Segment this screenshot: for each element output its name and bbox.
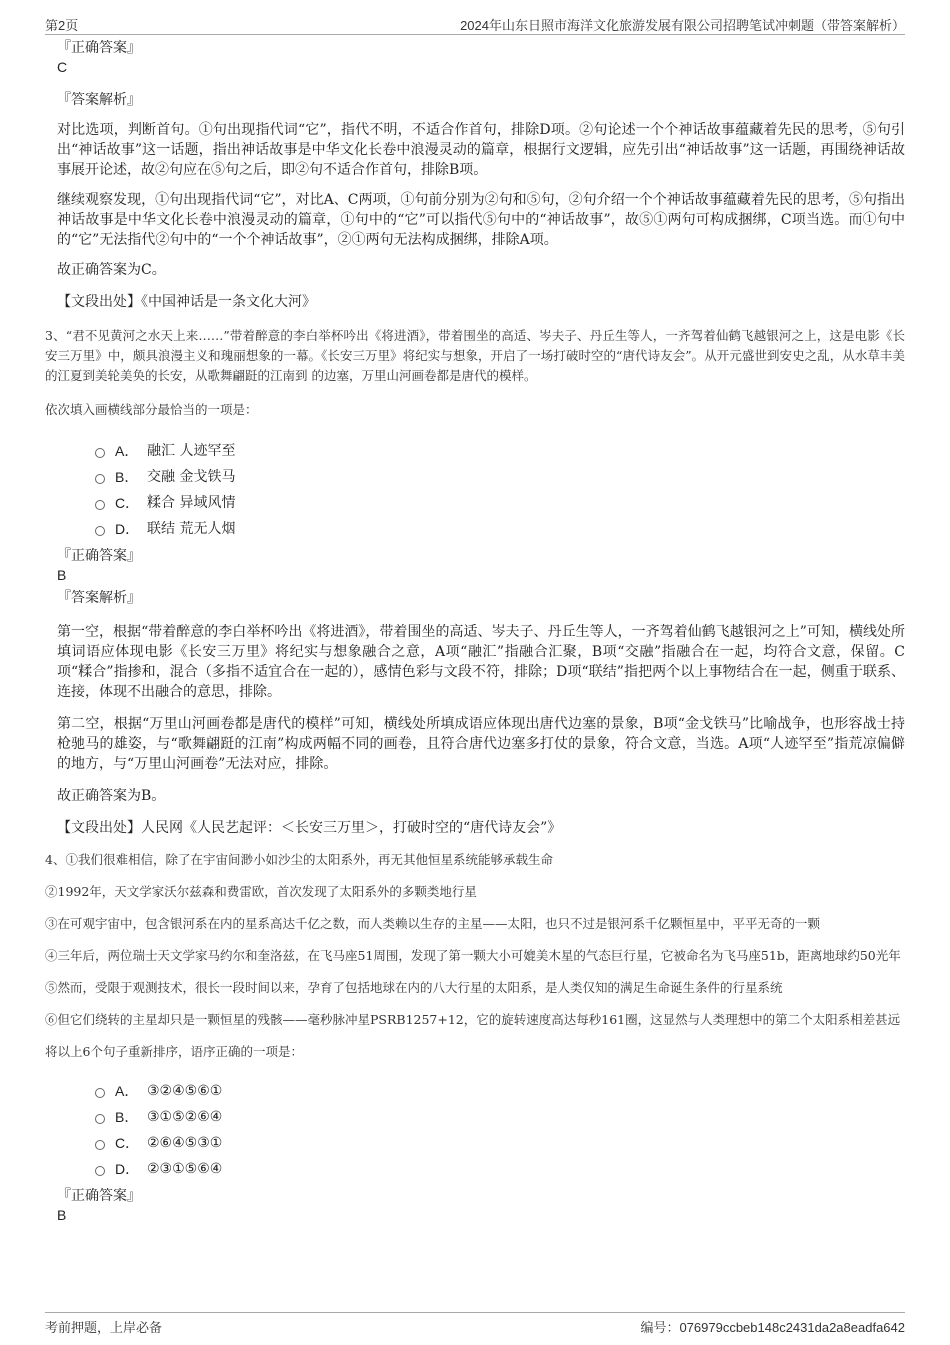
document-body (45, 38, 905, 1224)
q4-answer: B (57, 1207, 67, 1223)
q3-analysis-p2: 第二空，根据“万里山河画卷都是唐代的模样”可知，横线处所填成语应体现出唐代边塞的景象，B项“金戈铁马”比喻战争，也形容战士持枪驰马的雄姿，与“歌舞翩跹的江南”构成两幅不同的画卷，且符合唐代边塞多打仗的景象，符合文意，当选。A项“人迹罕至”指荒凉偏僻的地方，与“万里山河画卷”无法对应，排除。 (57, 716, 905, 772)
q4-sentence-2: ②1992年，天文学家沃尔兹森和费雷欧，首次发现了太阳系外的多颗类地行星 (45, 884, 477, 899)
q4-prompt: 将以上6个句子重新排序，语序正确的一项是： (45, 1044, 303, 1059)
q3-answer-label: 『正确答案』 (57, 548, 141, 564)
q3-source: 【文段出处】人民网《人民艺起评：＜长安三万里＞，打破时空的“唐代诗友会”》 (57, 820, 562, 836)
q3-analysis-p3: 故正确答案为B。 (57, 788, 166, 804)
q2-analysis-label: 『答案解析』 (57, 92, 141, 108)
q4-options (95, 1078, 905, 1182)
q3-options (95, 438, 905, 542)
q3-prompt: 依次填入画横线部分最恰当的一项是： (45, 402, 258, 417)
q2-analysis-p2: 继续观察发现，①句出现指代词“它”，对比A、C两项，①句前分别为②句和⑤句，②句介绍一个个神话故事蕴藏着先民的思考，⑤句指出神话故事是中华文化长卷中浪漫灵动的篇章，①句中的“它”可以指代⑤句中的“神话故事”，故⑤①两句可构成捆绑，C项当选。而①句中的“它”无法指代②句中的“一个个神话故事”，②①两句无法构成捆绑，排除A项。 (57, 192, 905, 248)
q4-option-b[interactable]: B． ③①⑤②⑥④ (95, 1104, 905, 1130)
q4-option-d[interactable]: D． ②③①⑤⑥④ (95, 1156, 905, 1182)
radio-icon[interactable] (95, 526, 105, 536)
radio-icon[interactable] (95, 1140, 105, 1150)
q3-option-d[interactable]: D． 联结 荒无人烟 (95, 516, 905, 542)
radio-icon[interactable] (95, 500, 105, 510)
q4-sentence-3: ③在可观宇宙中，包含银河系在内的星系高达千亿之数，而人类赖以生存的主星——太阳，也只不过是银河系千亿颗恒星中，平平无奇的一颗 (45, 916, 821, 931)
q3-question: 3、“君不见黄河之水天上来……”带着醉意的李白举杯吟出《将进酒》，带着围坐的高适、岑夫子、丹丘生等人，一齐驾着仙鹤飞越银河之上，这是电影《长安三万里》中，颇具浪漫主义和瑰丽想象的一幕。《长安三万里》将纪实与想象，开启了一场打破时空的“唐代诗友会”。从开元盛世到安史之乱，从水草丰美的江夏到美轮美奂的长安，从歌舞翩跹的江南到 的边塞，万里山河画卷都是唐代的模样。 (45, 328, 905, 383)
q2-analysis-p3: 故正确答案为C。 (57, 262, 166, 278)
q3-answer: B (57, 567, 67, 583)
q2-source: 【文段出处】《中国神话是一条文化大河》 (57, 294, 316, 310)
q3-option-b[interactable]: B． 交融 金戈铁马 (95, 464, 905, 490)
document-title: 2024年山东日照市海洋文化旅游发展有限公司招聘笔试冲刺题（带答案解析） (460, 18, 905, 33)
q4-option-c[interactable]: C． ②⑥④⑤③① (95, 1130, 905, 1156)
q4-option-a[interactable]: A． ③②④⑤⑥① (95, 1078, 905, 1104)
q4-sentence-4: ④三年后，两位瑞士天文学家马约尔和奎洛兹，在飞马座51周围，发现了第一颗大小可媲美木星的气态巨行星，它被命名为飞马座51b，距离地球约50光年 (45, 948, 901, 963)
document-id: 编号：076979ccbeb148c2431da2a8eadfa642 (640, 1320, 905, 1335)
radio-icon[interactable] (95, 1114, 105, 1124)
radio-icon[interactable] (95, 474, 105, 484)
page-footer (45, 1312, 905, 1337)
q2-analysis-p1: 对比选项，判断首句。①句出现指代词“它”，指代不明，不适合作首句，排除D项。②句论述一个个神话故事蕴藏着先民的思考，⑤句引出“神话故事”这一话题，指出神话故事是中华文化长卷中浪漫灵动的篇章，根据行文逻辑，应先引出“神话故事”这一话题，再围绕神话故事展开论述，故②句应在⑤句之后，即②句不适合作首句，排除B项。 (57, 122, 905, 178)
q4-sentence-5: ⑤然而，受限于观测技术，很长一段时间以来，孕育了包括地球在内的八大行星的太阳系，是人类仅知的满足生命诞生条件的行星系统 (45, 980, 783, 995)
q3-option-a[interactable]: A． 融汇 人迹罕至 (95, 438, 905, 464)
q4-sentence-1: 4、①我们很难相信，除了在宇宙间渺小如沙尘的太阳系外，再无其他恒星系统能够承载生命 (45, 852, 553, 867)
page-number: 第2页 (45, 18, 79, 33)
q3-analysis-label: 『答案解析』 (57, 590, 141, 606)
footer-slogan: 考前押题，上岸必备 (45, 1320, 163, 1335)
q3-option-c[interactable]: C． 糅合 异域风情 (95, 490, 905, 516)
q4-answer-label: 『正确答案』 (57, 1188, 141, 1204)
q2-answer-label: 『正确答案』 (57, 40, 141, 56)
q2-answer: C (57, 59, 68, 75)
radio-icon[interactable] (95, 1088, 105, 1098)
q4-sentence-6: ⑥但它们绕转的主星却只是一颗恒星的残骸——毫秒脉冲星PSRB1257+12，它的旋转速度高达每秒161圈，这显然与人类理想中的第二个太阳系相差甚远 (45, 1012, 901, 1027)
radio-icon[interactable] (95, 448, 105, 458)
radio-icon[interactable] (95, 1166, 105, 1176)
q3-analysis-p1: 第一空，根据“带着醉意的李白举杯吟出《将进酒》，带着围坐的高适、岑夫子、丹丘生等人，一齐驾着仙鹤飞越银河之上”可知，横线处所填词语应体现电影《长安三万里》将纪实与想象融合之意，A项“融汇”指融合汇聚，B项“交融”指融合在一起，均符合文意，保留。C项“糅合”指掺和，混合（多指不适宜合在一起的），感情色彩与文段不符，排除；D项“联结”指把两个以上事物结合在一起，侧重于联系、连接，体现不出融合的意思，排除。 (57, 624, 905, 700)
page-header (45, 12, 905, 35)
